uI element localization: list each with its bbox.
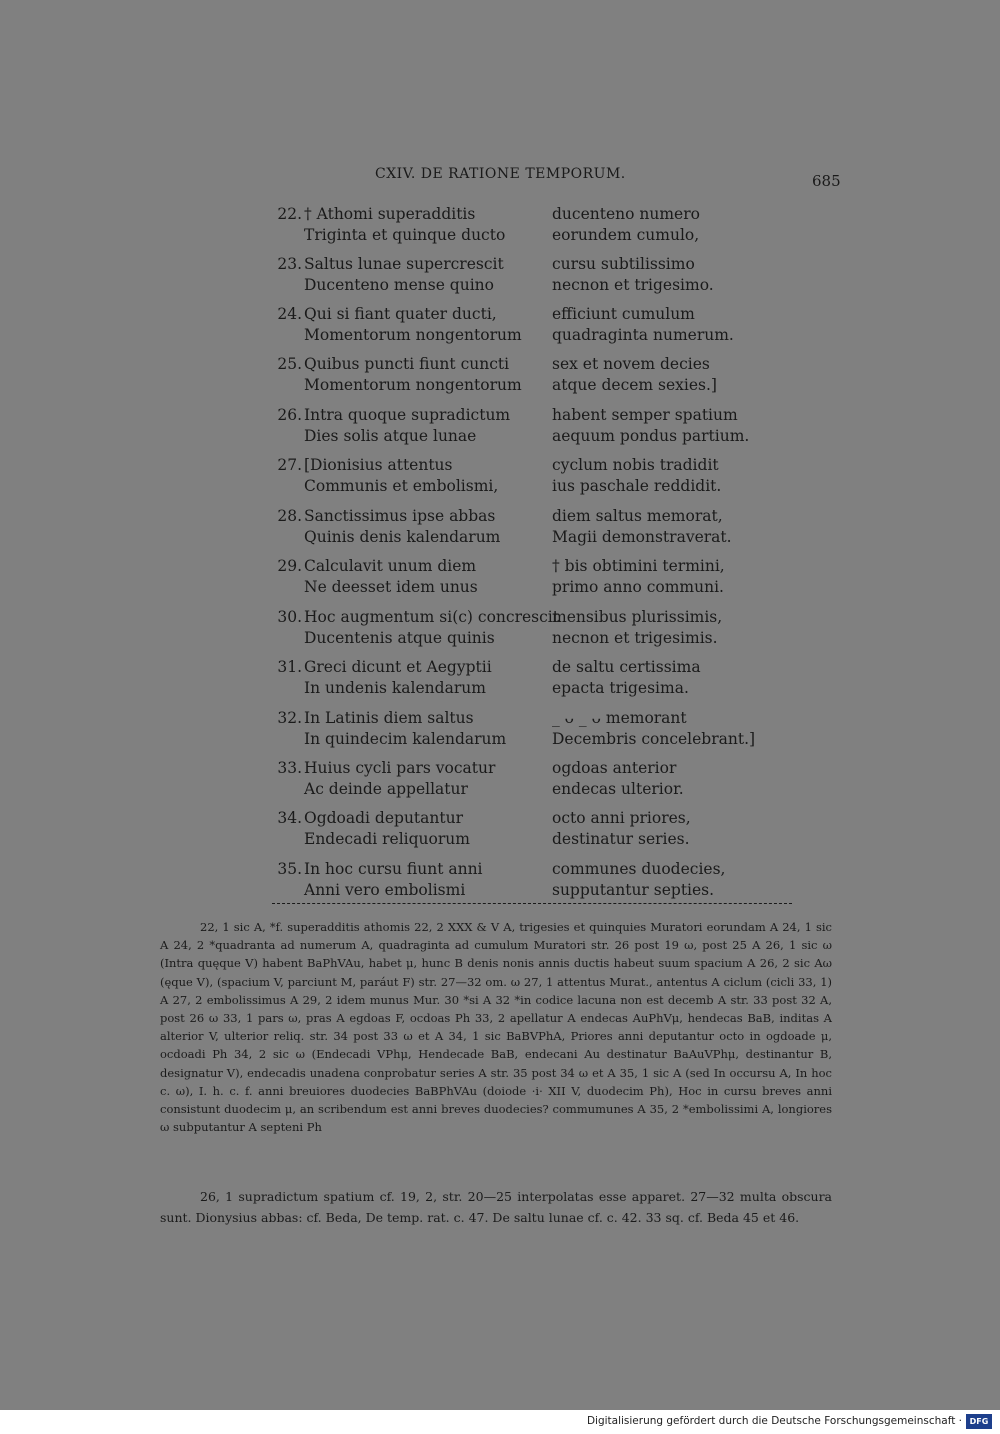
verse-line: mensibus plurissimis,	[552, 608, 723, 626]
verse-line: Magii demonstraverat.	[552, 528, 732, 546]
verse-stanza	[270, 708, 830, 750]
verse-line: Dies solis atque lunae	[304, 427, 477, 445]
verse-line: communes duodecies,	[552, 860, 726, 878]
verse-line: Ogdoadi deputantur	[304, 809, 464, 827]
verse-line: Ne deesset idem unus	[304, 578, 478, 596]
verse-number: 25.	[277, 355, 302, 373]
verse-line: Intra quoque supradictum	[304, 406, 511, 424]
verse-line: Communis et embolismi,	[304, 477, 499, 495]
verse-line: habent semper spatium	[552, 406, 738, 424]
verse-line: Quibus puncti fiunt cuncti	[304, 355, 510, 373]
verse-stanza	[270, 254, 830, 296]
verse-number: 22.	[277, 205, 302, 223]
verse-line: † bis obtimini termini,	[552, 557, 725, 575]
verse-line: de saltu certissima	[552, 658, 701, 676]
verse-line: quadraginta numerum.	[552, 326, 734, 344]
verse-line: Hoc augmentum si(c) concrescit	[304, 608, 559, 626]
verse-line: Endecadi reliquorum	[304, 830, 470, 848]
verse-line: eorundem cumulo,	[552, 226, 700, 244]
verse-line: Ducenteno mense quino	[304, 276, 494, 294]
footnote-rule	[272, 903, 792, 904]
verse-stanza	[270, 455, 830, 497]
page-number: 685	[812, 172, 841, 190]
verse-stanza	[270, 657, 830, 699]
verse-line: primo anno communi.	[552, 578, 724, 596]
verse-line: Huius cycli pars vocatur	[304, 759, 496, 777]
apparatus-text: 22, 1 sic A, *f. superadditis athomis 22, 2 XXX & V A, trigesies et quinquies Muratori eorundam A 24, 1 sic A 24, 2 *quadranta ad numerum A, quadraginta ad cumulum Muratori str. 26 post 19 ω, post 25 A 26, 1 sic ω (Intra quęque V) habent BaPhVAu, habet μ, hunc B denis nonis annis ductis habeut suum spacium A 26, 2 sic Aω (ęque V), (spacium V, parciunt M, paráut F) str. 27—32 om. ω 27, 1 attentus Murat., antentus A ciclum (cicli 33, 1) A 27, 2 embolissimus A 29, 2 idem munus Mur. 30 *si A 32 *in codice lacuna non est decemb A str. 33 post 32 A, post 26 ω 33, 1 pars ω, pras A egdoas F, ocdoas Ph 33, 2 apellatur A endecas AuPhVμ, hendecas BaB, inditas A alterior V, ulterior reliq. str. 34 post 33 ω et A 34, 1 sic BaBVPhA, Priores anni deputantur octo in ogdoade μ, ocdoadi Ph 34, 2 sic ω (Endecadi VPhμ, Hendecade BaB, endecani Au destinatur BaAuVPhμ, destinantur B, designatur V), endecadis unadena conprobatur series A str. 35 post 34 ω et A 35, 1 sic A (sed In occursu A, In hoc c. ω), I. h. c. f. anni breuiores duodecies BaBPhVAu (doiode ·i· XII V, duodecim Ph), Hoc in cursu breves anni consistunt duodecim μ, an scribendum est anni breves duodecies? commumunes A 35, 2 *embolissimi A, longiores ω subputantur A septeni Ph	[160, 920, 832, 1135]
verse-stanza	[270, 758, 830, 800]
verse-line: diem saltus memorat,	[552, 507, 723, 525]
verse-line: endecas ulterior.	[552, 780, 684, 798]
verse-stanza	[270, 556, 830, 598]
verse-stanza	[270, 808, 830, 850]
verse-line: Anni vero embolismi	[304, 881, 466, 899]
dfg-logo: DFG	[966, 1414, 992, 1429]
verse-line: In Latinis diem saltus	[304, 709, 474, 727]
verse-line: In quindecim kalendarum	[304, 730, 507, 748]
verse-line: † Athomi superadditis	[304, 205, 476, 223]
verse-number: 33.	[277, 759, 302, 777]
verse-line: Momentorum nongentorum	[304, 326, 522, 344]
verse-stanza	[270, 506, 830, 548]
verse-line: Triginta et quinque ducto	[304, 226, 506, 244]
verse-number: 27.	[277, 456, 302, 474]
verse-line: Decembris concelebrant.]	[552, 730, 756, 748]
verse-line: sex et novem decies	[552, 355, 710, 373]
verse-number: 32.	[277, 709, 302, 727]
verse-line: efficiunt cumulum	[552, 305, 695, 323]
verse-line: Qui si fiant quater ducti,	[304, 305, 497, 323]
verse-line: ducenteno numero	[552, 205, 700, 223]
verse-stanza	[270, 204, 830, 246]
verse-number: 24.	[277, 305, 302, 323]
verse-number: 35.	[277, 860, 302, 878]
verse-stanza	[270, 859, 830, 901]
running-head: CXIV. DE RATIONE TEMPORUM.	[375, 166, 626, 182]
verse-line: Calculavit unum diem	[304, 557, 477, 575]
critical-apparatus	[160, 918, 832, 1136]
verse-line: necnon et trigesimo.	[552, 276, 714, 294]
verse-stanza	[270, 405, 830, 447]
verse-line: destinatur series.	[552, 830, 690, 848]
verse-stanza	[270, 607, 830, 649]
verse-stanza	[270, 304, 830, 346]
verse-line: cyclum nobis tradidit	[552, 456, 719, 474]
verse-line: Quinis denis kalendarum	[304, 528, 501, 546]
verse-number: 34.	[277, 809, 302, 827]
verse-number: 26.	[277, 406, 302, 424]
verse-line: In undenis kalendarum	[304, 679, 486, 697]
verse-number: 28.	[277, 507, 302, 525]
verse-line: In hoc cursu fiunt anni	[304, 860, 483, 878]
footer-bar	[0, 1410, 1000, 1434]
verse-line: necnon et trigesimis.	[552, 629, 718, 647]
verse-line: octo anni priores,	[552, 809, 691, 827]
notes-text: 26, 1 supradictum spatium cf. 19, 2, str. 20—25 interpolatas esse apparet. 27—32 multa obscura sunt. Dionysius abbas: cf. Beda, De temp. rat. c. 47. De saltu lunae cf. c. 42. 33 sq. cf. Beda 45 et 46.	[160, 1189, 832, 1225]
verse-line: ogdoas anterior	[552, 759, 677, 777]
verse-line: Sanctissimus ipse abbas	[304, 507, 496, 525]
verse-line: Ac deinde appellatur	[304, 780, 468, 798]
commentary-notes	[160, 1186, 832, 1228]
verse-line: Momentorum nongentorum	[304, 376, 522, 394]
verse-number: 31.	[277, 658, 302, 676]
verse-line: [Dionisius attentus	[304, 456, 453, 474]
verse-number: 23.	[277, 255, 302, 273]
verse-line: cursu subtilissimo	[552, 255, 695, 273]
verse-number: 29.	[277, 557, 302, 575]
verse-line: ius paschale reddidit.	[552, 477, 722, 495]
verse-stanza	[270, 354, 830, 396]
verse-line: Saltus lunae supercrescit	[304, 255, 504, 273]
verse-line: aequum pondus partium.	[552, 427, 750, 445]
verse-line: Greci dicunt et Aegyptii	[304, 658, 492, 676]
verse-line: _ ᴗ _ ᴗ memorant	[552, 709, 687, 727]
verse-line: atque decem sexies.]	[552, 376, 717, 394]
verse-line: epacta trigesima.	[552, 679, 689, 697]
verse-number: 30.	[277, 608, 302, 626]
funding-notice: Digitalisierung gefördert durch die Deutsche Forschungsgemeinschaft ·	[586, 1415, 962, 1427]
verse-line: Ducentenis atque quinis	[304, 629, 495, 647]
verse-line: supputantur septies.	[552, 881, 715, 899]
